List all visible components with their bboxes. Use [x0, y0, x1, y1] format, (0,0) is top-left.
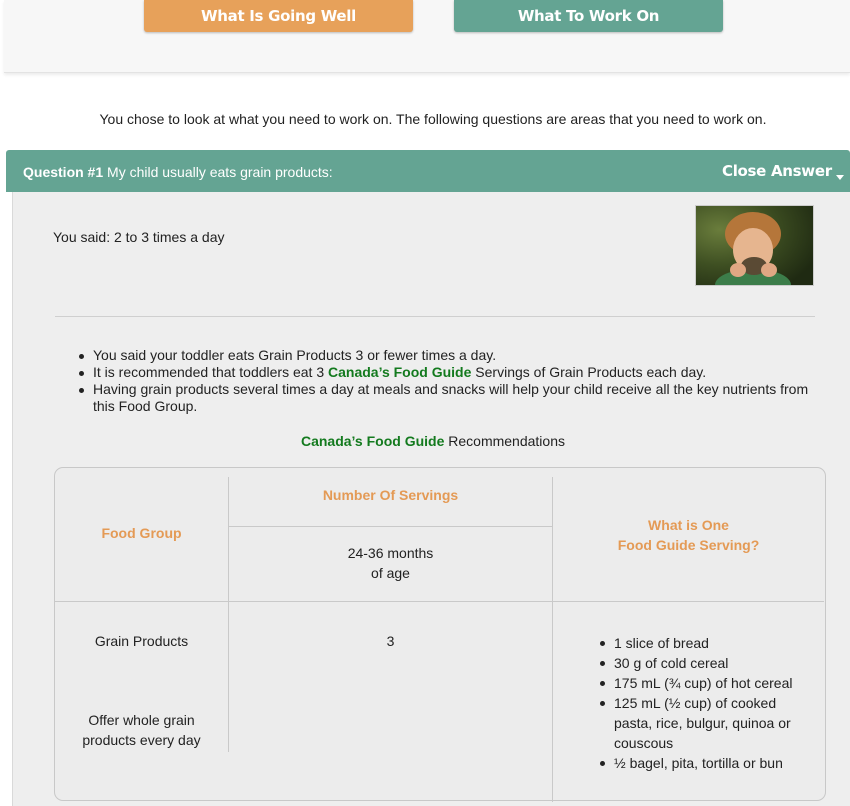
child-eating-photo: [695, 205, 814, 286]
close-answer-button[interactable]: Close Answer: [722, 162, 832, 180]
what-to-work-on-button[interactable]: What To Work On: [454, 0, 723, 32]
bullet-text: Having grain products several times a day at meals and snacks will help your child receive all the key nutrients from this Food Group.: [93, 381, 809, 414]
table-divider: [228, 477, 229, 752]
one-serving-header: [553, 515, 824, 555]
one-serving-header-line1: What is One: [648, 517, 729, 533]
what-is-going-well-button[interactable]: What Is Going Well: [144, 0, 413, 32]
list-item: 1 slice of bread: [614, 633, 814, 653]
list-item: [93, 347, 828, 364]
intro-text: You chose to look at what you need to work on. The following questions are areas that you need to work on.: [99, 111, 767, 127]
number-of-servings-header: Number Of Servings: [322, 487, 459, 503]
recommendations-title: [0, 433, 850, 449]
list-item: 125 mL (½ cup) of cooked pasta, rice, bulgur, quinoa or couscous: [614, 693, 814, 753]
list-item: 30 g of cold cereal: [614, 653, 814, 673]
chevron-down-icon[interactable]: [836, 175, 844, 180]
food-group-cell: Grain Products: [94, 633, 189, 649]
bullet-text: It is recommended that toddlers eat 3: [93, 364, 329, 380]
you-said-text: You said: 2 to 3 times a day: [53, 229, 225, 245]
food-guide-highlight: Canada’s Food Guide: [328, 364, 472, 380]
question-title: [23, 164, 333, 180]
servings-cell: 3: [386, 633, 395, 649]
advice-list: [93, 347, 828, 415]
question-text: My child usually eats grain products:: [107, 164, 333, 180]
bullet-text: Servings of Grain Products each day.: [471, 364, 707, 380]
section-divider: [55, 316, 815, 317]
table-divider: [229, 526, 552, 527]
question-number: Question #1: [23, 164, 104, 180]
food-group-header: Food Group: [101, 525, 182, 541]
food-guide-highlight: Canada’s Food Guide: [300, 433, 445, 449]
recommendations-label: Recommendations: [444, 433, 565, 449]
list-item: ½ bagel, pita, tortilla or bun: [614, 753, 814, 773]
question-header[interactable]: [6, 150, 850, 192]
serving-examples-list: [614, 633, 814, 773]
list-item: [93, 364, 828, 381]
whole-grain-note: Offer whole grain products every day: [82, 712, 201, 748]
age-range-header: 24-36 months of age: [347, 545, 434, 581]
one-serving-header-line2: Food Guide Serving?: [617, 537, 760, 553]
top-tab-bar: [4, 0, 850, 73]
list-item: 175 mL (¾ cup) of hot cereal: [614, 673, 814, 693]
list-item: [93, 381, 828, 415]
table-divider: [55, 601, 824, 602]
bullet-text: You said your toddler eats Grain Products 3 or fewer times a day.: [93, 347, 497, 363]
